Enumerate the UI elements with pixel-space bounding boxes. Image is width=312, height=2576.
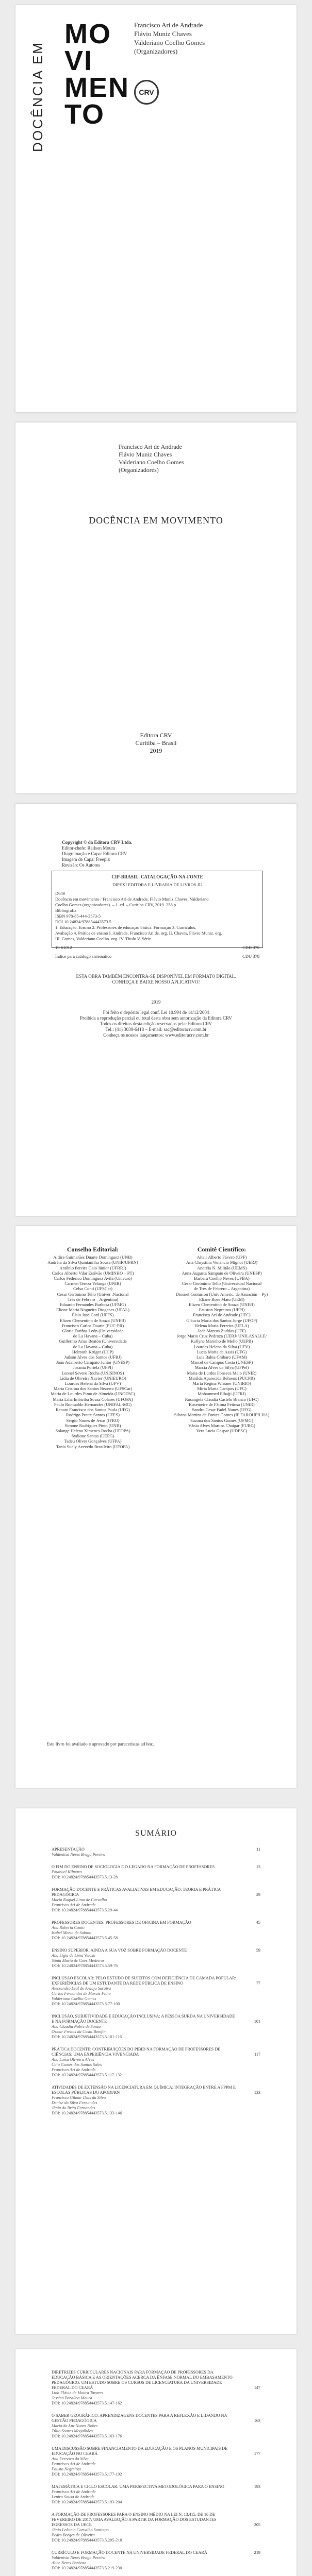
copyright-year: 2019 [151, 999, 161, 1005]
summary-entry-author: Maria da Luz Nunes Nobre [52, 2424, 98, 2428]
summary-entry-page: 177 [254, 2451, 260, 2456]
cataloging-box [52, 871, 263, 959]
summary-entry-heading [52, 1920, 260, 1925]
copyright-line: Revisão: Os Autores [62, 862, 100, 868]
summary-entry[interactable] [52, 1847, 260, 1857]
cover-title-movimento [64, 19, 129, 130]
council-member: Lourdes Helena da Silva (UFV) [64, 1381, 121, 1386]
council-member: de Tres de Febrero – Argentina) [193, 1286, 250, 1292]
summary-entry-heading [52, 1887, 260, 1897]
ebook-notice [15, 974, 297, 985]
summary-entry[interactable] [52, 2446, 260, 2477]
council-page [15, 1226, 297, 1788]
council-member: Kallyne Marinho de Mello (UEPB) [190, 1338, 253, 1344]
title-page-author: (Organizadores) [119, 466, 159, 473]
summary-entry-authors [52, 2057, 260, 2073]
scientific-list [160, 1255, 284, 1433]
summary-entry-author: Pedro Borges de Oliveira [52, 2533, 95, 2537]
copyright-head [62, 840, 258, 868]
summary-entry-authors [52, 1986, 260, 2002]
peer-review-note: Este livro foi avaliado e aprovado por pareceristas ad hoc. [46, 1741, 154, 1747]
council-member: João Adalberto Campato Junior (UNESP) [56, 1360, 130, 1365]
cataloging-line: D649 [55, 891, 65, 896]
ebook-line: CONHEÇA E BAIXE NOSSO APLICATIVO! [112, 979, 200, 985]
summary-entries [52, 1847, 260, 2123]
summary-entry-page: 193 [254, 2484, 260, 2489]
cataloging-code: CDD 370 [242, 945, 259, 950]
title-page [15, 422, 297, 793]
summary-entry-page: 59 [256, 1948, 260, 1953]
summary-entry-doi[interactable]: DOI: 10.24824/978854443573.5.193-204 [52, 2500, 122, 2504]
council-member: Andréia N. Militão (UEMS) [196, 1265, 247, 1270]
council-member: Lourdes Helena da Silva (UFV) [193, 1344, 250, 1349]
summary-entry-title: PRÁTICA DOCENTE: CONTRIBUIÇÕES DO PIBID NA FORMAÇÃO DE PROFESSORES DE CIÊNCIAS: UMA EXPERIÊNCIA VIVENCIADA [52, 2047, 221, 2057]
council-member: Luis Bahia Chibaro (UFAM) [196, 1354, 248, 1360]
summary-entry-authors [52, 2095, 260, 2111]
publisher-line: Curitiba – Brasil [135, 739, 177, 747]
council-member: Três de Febrero – Argentina) [67, 1296, 119, 1302]
copyright-line: Editor-chefe: Railson Moura [62, 845, 116, 851]
summary-entry-heading [52, 2047, 260, 2057]
council-member: Leonel Severo Rocha (UNISINOS) [61, 1370, 124, 1376]
summary-entry[interactable] [52, 1976, 260, 2007]
council-member: Paulo Romualdo Hernandes (UNIFAL-MG) [54, 1401, 132, 1407]
summary-entry-doi[interactable]: DOI: 10.24824/978854443573.5.101-116 [52, 2035, 122, 2039]
summary-page-continued [15, 2349, 297, 2576]
council-member: Suzana dos Santos Gomes (UFMG) [190, 1417, 253, 1423]
summary-entry-page: 101 [254, 2019, 260, 2024]
council-member: Jade Marcos Zuddas (UFF) [198, 1328, 246, 1334]
cataloging-line: DOI 10.24824/978854443573.5 [55, 919, 111, 924]
summary-entry[interactable] [52, 2014, 260, 2040]
council-member: Sérgio Nunes de Jesus (IFRO) [66, 1417, 120, 1423]
cataloging-line: Coelho Gomes (organizadores). – 1. ed. – Curitiba CRV, 2019. 258 p. [55, 902, 177, 907]
council-member: Rodrigo Pratte-Santos (UFES) [66, 1412, 120, 1418]
summary-entry-doi[interactable]: DOI: 10.24824/978854443573.5.117-132 [52, 2073, 122, 2077]
summary-entry-title: MATEMÁTICA E CICLO ESCOLAR: UMA PERSPECTIVA METODOLÓGICA PARA O ENSINO [52, 2484, 224, 2489]
summary-entry-author: Alice Neres Barbosa [52, 2561, 87, 2565]
summary-entry-title: FORMAÇÃO DOCENTE E PRÁTICAS AVALIATIVAS EM EDUCAÇÃO: TEORIA E PRÁTICA PEDAGÓGICA [52, 1887, 221, 1897]
cover-authors [134, 21, 205, 56]
summary-entry-page: 45 [256, 1920, 260, 1925]
summary-entry-authors [52, 1852, 260, 1857]
summary-entry[interactable] [52, 1865, 260, 1880]
editorial-council [31, 1247, 155, 1449]
publisher-line: 2019 [150, 747, 162, 754]
council-member: de La Havana – Cuba) [73, 1344, 113, 1349]
summary-entry-authors [52, 1925, 260, 1936]
council-member: Eliane Rose Maio (UEM) [199, 1296, 244, 1302]
council-member: Barbara Coelho Neves (UFBA) [194, 1276, 250, 1281]
summary-entry-page: 11 [256, 1847, 260, 1852]
council-member: Elizeu Clementino de Souza (UNEB) [189, 1302, 255, 1308]
title-page-author: Valderiano Coelho Gomes [119, 459, 184, 466]
summary-entry-page: 29 [256, 1892, 260, 1897]
council-member: Cesar Gerónimo Tello (Univer .Nacional [57, 1291, 129, 1297]
council-member: Lucia Maria de Assis (UFG) [196, 1349, 247, 1354]
summary-entry-author: Ana Roberta Couto [52, 1925, 85, 1930]
copyright-line: Copyright © da Editora CRV Ltda. [62, 840, 133, 845]
summary-entry-heading [52, 1976, 260, 1986]
summary-entry[interactable] [52, 2413, 260, 2439]
summary-entry-title: ENSINO SUPERIOR: AINDA A SUA VOZ SOBRE FORMAÇÃO DOCENTE [52, 1948, 187, 1953]
summary-entry-author: Ana Claudia Nobre de Souza [52, 2024, 101, 2029]
council-member: Solange Helena Ximenes-Rocha (UFOPA) [55, 1428, 130, 1433]
summary-entry-author: Jânia do Brito Fernandes [52, 2106, 95, 2110]
council-member: Mohammed Elhajji (UFRJ) [198, 1391, 246, 1397]
summary-entry-heading [52, 1847, 260, 1852]
cover-title-part: MO [64, 19, 111, 49]
council-member: Maria de Lurdes Fonseca Melo (UNIR) [187, 1370, 257, 1376]
summary-title: SUMÁRIO [135, 1829, 177, 1838]
summary-entry-heading [52, 2014, 260, 2024]
cataloging-line: 1. Educação, Ensino 2. Professores de educação básica. Formação 3. Currículos. [55, 925, 196, 930]
summary-entry-doi[interactable]: DOI: 10.24824/978854443573.5.133-146 [52, 2111, 122, 2115]
council-member: Francisco Ari de Andrade (UFC) [193, 1312, 251, 1318]
summary-entry-heading [52, 2446, 260, 2456]
summary-entry-author: Túlio Soares Magalhães [52, 2429, 93, 2433]
summary-entry-doi[interactable]: DOI: 10.24824/978854443573.5.59-76 [52, 1963, 118, 1968]
summary-entry[interactable] [52, 2484, 260, 2505]
cover-author: Francisco Ari de Andrade [134, 21, 203, 29]
cover-author: Flávio Muniz Chaves [134, 30, 192, 38]
council-member: Diosnel Centurion (Univ Americ. de Asunción – Py) [175, 1291, 268, 1297]
summary-entry-author: Maria Raquel Lima de Carvalho [52, 1897, 107, 1902]
summary-entry-title: O SABER GEOGRÁFICO: APRENDIZAGENS DOCENTES PARA A REFLEXÃO E LIDANDO NA GESTÃO PEDAGÓGICA [52, 2413, 227, 2423]
cataloging-code: 19-61012 [55, 945, 72, 950]
summary-entry-authors [52, 1897, 260, 1908]
council-member: Rosangela Cláudia Castelo Branco (UFC) [185, 1396, 259, 1402]
council-member: Vânia Alves Martins Chaigar (FURG) [188, 1422, 255, 1428]
summary-entry-authors [52, 2528, 260, 2538]
council-member: Guillermo Arias Beatón (Universidade [59, 1338, 127, 1344]
summary-entry-heading [52, 1865, 260, 1870]
summary-entry-page: 163 [254, 2418, 260, 2423]
summary-entry-author: Lenira Sousa de Andrade [52, 2495, 95, 2499]
copyright-page [15, 804, 297, 1216]
cataloging-title: CIP-BRASIL. CATALOGAÇÃO-NA-FONTE [111, 874, 203, 879]
summary-entry-doi[interactable]: DOI: 10.24824/978854443573.5.147-162 [52, 2401, 122, 2405]
council-member: de La Havana – Cuba) [73, 1333, 113, 1339]
copyright-line: Diagramação e Capa: Editora CRV [62, 851, 127, 856]
summary-entry-author: Caio Gomes dos Santos Sales [52, 2062, 102, 2067]
council-member: Tania Suely Azevedo Brasileiro (UFOPA) [56, 1444, 130, 1449]
summary-entry-heading [52, 2413, 260, 2424]
editorial-list [31, 1255, 155, 1449]
council-member: Vera Lucia Gaspar (UDESC) [196, 1428, 248, 1433]
summary-entry-author: Emanuel Kilmara [52, 1870, 82, 1874]
council-member: Fauston Negreiros (UFPI) [199, 1307, 245, 1313]
cover-page [15, 5, 297, 412]
summary-entry-author: Carlos Fernandes de Morais Filho [52, 1991, 111, 1996]
summary-entry-page: 133 [254, 2090, 260, 2095]
summary-entry-author: Isabel Maria de Sabino [52, 1930, 92, 1935]
summary-entry-title: DIRETRIZES CURRICULARES NACIONAIS PARA FORMAÇÃO DE PROFESSORES DA EDUCAÇÃO BÁSICA E AS ORIENTAÇÕES ACERCA DA ÊNFASE NORMAL DO EMBASAMENTO PEDAGÓGICO: UM ESTUDO SOBRE OS CURSOS DE LICENCIATURA DA UNIVERSIDADE FEDERAL DO CEARÁ [52, 2370, 233, 2390]
ebook-line: ESTA OBRA TAMBÉM ENCONTRA-SE DISPONÍVEL EM FORMATO DIGITAL. [76, 974, 236, 979]
council-member: Carmen Tereza Velanga (UNIR) [64, 1281, 121, 1286]
council-member: Jailson Alves dos Santos (UFRJ) [64, 1354, 122, 1360]
summary-entry-authors [52, 2424, 260, 2434]
council-member: Josania Portela (UFPI) [73, 1365, 113, 1370]
summary-entry-doi[interactable]: DOI: 10.24824/978854443573.5.13-28 [52, 1875, 118, 1879]
summary-entry-title: ATIVIDADES DE EXTENSÃO NA LICENCIATURA EM QUÍMICA: INTEGRAÇÃO ENTRE A FPPM E ESCOLAS PÚBLICAS DO APODI/RN [52, 2085, 236, 2095]
council-member: Lídia de Oliveira Xavier (UNIEURO) [59, 1375, 126, 1381]
summary-entry-authors [52, 2456, 260, 2472]
cataloging-codes [55, 945, 259, 951]
summary-page [15, 1808, 297, 2334]
council-member: Tadeu Oliver Gonçalves (UFPA) [64, 1438, 122, 1444]
rights-line: Tel.: (41) 3039-6418 – E-mail: sac@editoracrv.com.br [105, 1027, 207, 1032]
book-title: DOCÊNCIA EM MOVIMENTO [89, 515, 223, 526]
title-page-author: Francisco Ari de Andrade [119, 443, 182, 450]
summary-entry-author: Valdenisia Neres Braga Pereira [52, 1852, 106, 1857]
council-member: Aldira Guimarães Duarte Domínguez (UNB) [53, 1255, 133, 1260]
publisher-line: Editora CRV [140, 732, 172, 739]
council-member: Carlos Alberto Vilar Estêvão (UMINHO – PT) [52, 1270, 134, 1276]
council-member: Marilda Aparecida Behrens (PUCPR) [188, 1375, 255, 1381]
editorial-council-title: Conselho Editorial: [67, 1246, 119, 1253]
summary-entry[interactable] [52, 1920, 260, 1941]
scientific-committee-title: Comitê Científico: [197, 1246, 247, 1253]
summary-entry-authors [52, 2489, 260, 2500]
summary-entry-author: Ana Ligia de Lima Veloso [52, 1953, 95, 1958]
council-member: Anna Augusta Sampaio de Oliveira (UNESP) [182, 1270, 262, 1276]
summary-entry-author: Osmar Freitas da Costa Bomfim [52, 2029, 107, 2034]
summary-entry-author: Lina Flávia de Moura Tavares [52, 2391, 103, 2395]
summary-entry-title: INCLUSÃO, SUBJETIVIDADE E EDUCAÇÃO INCLUSIVA: A PESSOA SURDA NA UNIVERSIDADE E NA FORMAÇÃO DOCENTE [52, 2014, 235, 2024]
summary-entry-page: 13 [256, 1865, 260, 1869]
summary-entry-doi[interactable]: DOI: 10.24824/978854443573.5.45-58 [52, 1936, 118, 1940]
council-member: Altair Alberto Fávero (UPF) [196, 1255, 247, 1260]
summary-entry-author: Jessica Baraúna Moura [52, 2396, 92, 2400]
summary-entry[interactable] [52, 1948, 260, 1969]
summary-entry-authors [52, 1870, 260, 1875]
publisher-info [15, 732, 297, 755]
summary-entry-heading [52, 2085, 260, 2095]
rights-line: Conheça os nossos lançamentos: www.editoracrv.com.br [103, 1032, 209, 1038]
summary-entry-heading [52, 1948, 260, 1953]
cataloging-line: Docência em movimento / Francisco Ari de Andrade, Flávio Muniz Chaves, Valderiano [55, 896, 209, 902]
council-member: Gloria Fariñas León (Universidade [62, 1328, 124, 1334]
council-member: Elione Maria Nogueira Diogenes (UFAL) [56, 1307, 129, 1313]
title-page-authors [119, 443, 184, 474]
cover-author: Valderiano Coelho Gomes [134, 39, 205, 46]
council-member: Mirta Maria Campos (UFC) [197, 1386, 247, 1392]
summary-entry[interactable] [52, 1887, 260, 1913]
council-member: Cesar Gerónimo Tello (Universidad Nacional [182, 1281, 262, 1286]
council-member: Carlos Federico Dominguez Avila (Unieuro) [54, 1276, 132, 1281]
cataloging-line: ISBN 978-85-444-3573-5 [55, 913, 101, 919]
summary-entry-doi[interactable]: DOI: 10.24824/978854443573.5.29-44 [52, 1908, 118, 1912]
summary-entry[interactable] [52, 2370, 260, 2406]
council-member: Helena Maria Ferreira (UFLA) [194, 1323, 249, 1328]
summary-entry-title: PROFESSORES DOCENTES: PROFESSORES DE OFICINA EM FORMAÇÃO [52, 1920, 191, 1925]
summary-entry-heading [52, 2512, 260, 2528]
council-member: Helmuth Krüger (UCP) [72, 1349, 114, 1354]
cataloging-subtitle: DIPEXI EDITORA E LIVRARIA DE LIVROS JU [112, 882, 203, 887]
summary-entry-doi[interactable]: DOI: 10.24824/978854443573.5.205-218 [52, 2538, 122, 2543]
council-member: Renato Francisco dos Santos Paula (UFG) [56, 1407, 130, 1413]
council-member: Rosemeire de Fátima Feitosa (UNIR) [189, 1401, 255, 1407]
summary-entry-author: Alessandro Leal de Araujo Saraiva [52, 1986, 111, 1991]
summary-entry[interactable] [52, 2550, 260, 2571]
summary-entry-author: Valderiano Coelho Gomes [52, 1996, 96, 2001]
summary-entry-author: Ana Ferreira da Silva [52, 2456, 89, 2461]
summary-entry-doi[interactable]: DOI: 10.24824/978854443573.5.163-176 [52, 2434, 122, 2438]
council-member: Andréia da Silva Quintanilha Sousa (UNIR/UFRN) [47, 1260, 138, 1265]
summary-entry-title: APRESENTAÇÃO [52, 1847, 85, 1852]
summary-entry-authors [52, 1953, 260, 1963]
cover-title-part: VI [64, 45, 93, 76]
council-member: Elizeu Clementino de Souza (UNEB) [60, 1317, 126, 1323]
council-member: Celso Conti (UFSCar) [73, 1286, 113, 1292]
council-member: Maria de Lourdes Pinto de Almeida (UNOESC) [51, 1391, 135, 1397]
summary-entries [52, 2370, 260, 2576]
council-member: Marta Regina Wissner (UNIRIO) [192, 1381, 251, 1386]
council-member: Maria Lília Imbiriba Sousa Colares (UFOPA) [53, 1396, 133, 1402]
summary-entry-author: Denise da Silva Fernandes [52, 2100, 97, 2105]
summary-entry-page: 219 [254, 2550, 260, 2555]
council-member: Élsio José Corá (UFFS) [72, 1312, 114, 1318]
scientific-committee [160, 1247, 284, 1433]
council-member: Francisco Carlos Duarte (PUC-PR) [61, 1323, 124, 1328]
cover-title-part: MEN [64, 72, 129, 103]
cataloging-line: Avaliação 4. Prática de ensino I. Andrade, Francisco Ari de. org. II. Chaves, Flávio Muniz. org. [55, 930, 222, 936]
summary-entry-page: 205 [254, 2522, 260, 2527]
summary-entry[interactable] [52, 2047, 260, 2078]
council-member: Silvina Martins de Fontes Gomes (IF FAROUPILHA) [174, 1412, 270, 1418]
council-member: Sydione Santos (UEPG) [71, 1433, 114, 1439]
council-member: Simone Rodrigues Pinto (UNB) [64, 1422, 121, 1428]
summary-entry-doi[interactable]: DOI: 10.24824/978854443573.5.177-192 [52, 2472, 122, 2477]
summary-entry-heading [52, 2370, 260, 2391]
rights-line: Todos os direitos desta edição reservados pela: Editora CRV [100, 1021, 212, 1026]
cover-title-vertical: DOCÊNCIA EM [30, 41, 45, 152]
summary-entry-author: Francisco Ari de Andrade [52, 2462, 96, 2466]
council-member: Marcel de Campos Costa (UNESP) [190, 1360, 253, 1365]
publisher-logo: CRV [134, 80, 159, 105]
cataloging-index [55, 954, 259, 959]
summary-entry-title: A FORMAÇÃO DE PROFESSORES PARA O ENSINO MÉDIO NA LEI N. 13.415, DE 16 DE FEVEREIRO DE 2017: UMA AVALIAÇÃO A PARTIR DA FORMAÇÃO DOS ESTUDANTES EGRESSOS DA UECE [52, 2512, 217, 2527]
council-member: Antônio Pereira Gaio Júnior (UFRRJ) [59, 1265, 126, 1270]
summary-entry[interactable] [52, 2512, 260, 2543]
summary-entry-author: Francisco Ari de Andrade [52, 2067, 96, 2072]
summary-entry-page: 147 [254, 2385, 260, 2390]
summary-entry-author: Francisco Ari de Andrade [52, 2489, 96, 2494]
council-member: Maria Cristina dos Santos Bezerra (UFSCar) [53, 1386, 133, 1392]
summary-entry-authors [52, 2024, 260, 2035]
summary-entry-author: Francisco Gilmar Dias da Silva [52, 2095, 106, 2100]
rights-notice [15, 1010, 297, 1038]
summary-entry-doi[interactable]: DOI: 10.24824/978854443573.5.219-230 [52, 2566, 122, 2570]
rights-line: Foi feito o depósito legal conf. Lei 10.994 de 14/12/2004 [103, 1010, 209, 1015]
cover-author: (Organizadores) [134, 47, 178, 55]
council-member: Eduardo Fernandes Barbosa (UFMG) [59, 1302, 126, 1308]
cataloging-index-label: Índice para catálogo sistemático [55, 954, 112, 959]
summary-entry-author: Fausto Negreiros [52, 2467, 81, 2471]
summary-entry-title: CURRÍCULO E FORMAÇÃO DOCENTE NA UNIVERSIDADE FEDERAL DO CEARÁ [52, 2550, 207, 2555]
summary-entry-title: UMA DISCUSSÃO SOBRE FINANCIAMENTO DA EDUCAÇÃO E OS PLANOS MUNICIPAIS DE EDUCAÇÃO NO CEARÁ [52, 2446, 228, 2456]
summary-entry-author: Sônia Maria de Goes Medeiros [52, 1958, 105, 1963]
summary-entry-title: O FIM DO ENSINO DE SOCIOLOGIA E O LEGADO NA FORMAÇÃO DE PROFESSORES [52, 1865, 215, 1869]
summary-entry-author: Jânio Leôncio Carvalho Santiago [52, 2528, 109, 2532]
summary-entry-author: Ana Luísa Oliveira Alves [52, 2057, 94, 2062]
council-member: Marcia Alves da Silva (UFPel) [194, 1365, 249, 1370]
summary-entry-doi[interactable]: DOI: 10.24824/978854443573.5.77-100 [52, 2002, 120, 2006]
summary-entry-heading [52, 2484, 260, 2489]
copyright-line: Imagem de Capa: Freepik [62, 857, 110, 862]
title-page-author: Flávio Muniz Chaves [119, 451, 172, 458]
cataloging-line: III. Gomes, Valderiano Coelho. org. IV. Título V. Série. [55, 936, 152, 941]
summary-entry-authors [52, 2555, 260, 2566]
summary-entry[interactable] [52, 2085, 260, 2116]
rights-line: Proibida a reprodução parcial ou total desta obra sem autorização da Editora CRV [80, 1015, 232, 1021]
council-member: Sandro Cesar Fadel Nunes (UFG) [192, 1407, 252, 1413]
summary-entry-title: INCLUSÃO ESCOLAR: PELO ESTUDO DE SUJEITOS COM DEFICIÊNCIA DE CAMADA POPULAR: EXPERIÊNCIAS DE UM ESTUDANTE DA REDE PÚBLICA DE ENSINO [52, 1976, 236, 1986]
cataloging-index-code: CDU 378 [242, 954, 259, 959]
summary-entry-author: Valdenisia Neres Braga Pereira [52, 2555, 106, 2560]
council-member: Jorge Mario Cruz Pedroza (UERJ/ UNILASALLE/ [176, 1333, 267, 1339]
cataloging-line: Bibliografia [55, 908, 77, 913]
summary-entry-authors [52, 2391, 260, 2401]
cover-title-part: TO [64, 99, 105, 130]
summary-entry-page: 77 [256, 1981, 260, 1986]
council-member: Ana Chrystina Venancio Mignot (UERJ) [186, 1260, 258, 1265]
summary-entry-heading [52, 2550, 260, 2555]
summary-entry-page: 117 [254, 2052, 260, 2057]
summary-entry-author: Francisco Ari de Andrade [52, 1903, 96, 1907]
council-member: Gláucia Maria dos Santos Jorge (UFOP) [186, 1317, 257, 1323]
